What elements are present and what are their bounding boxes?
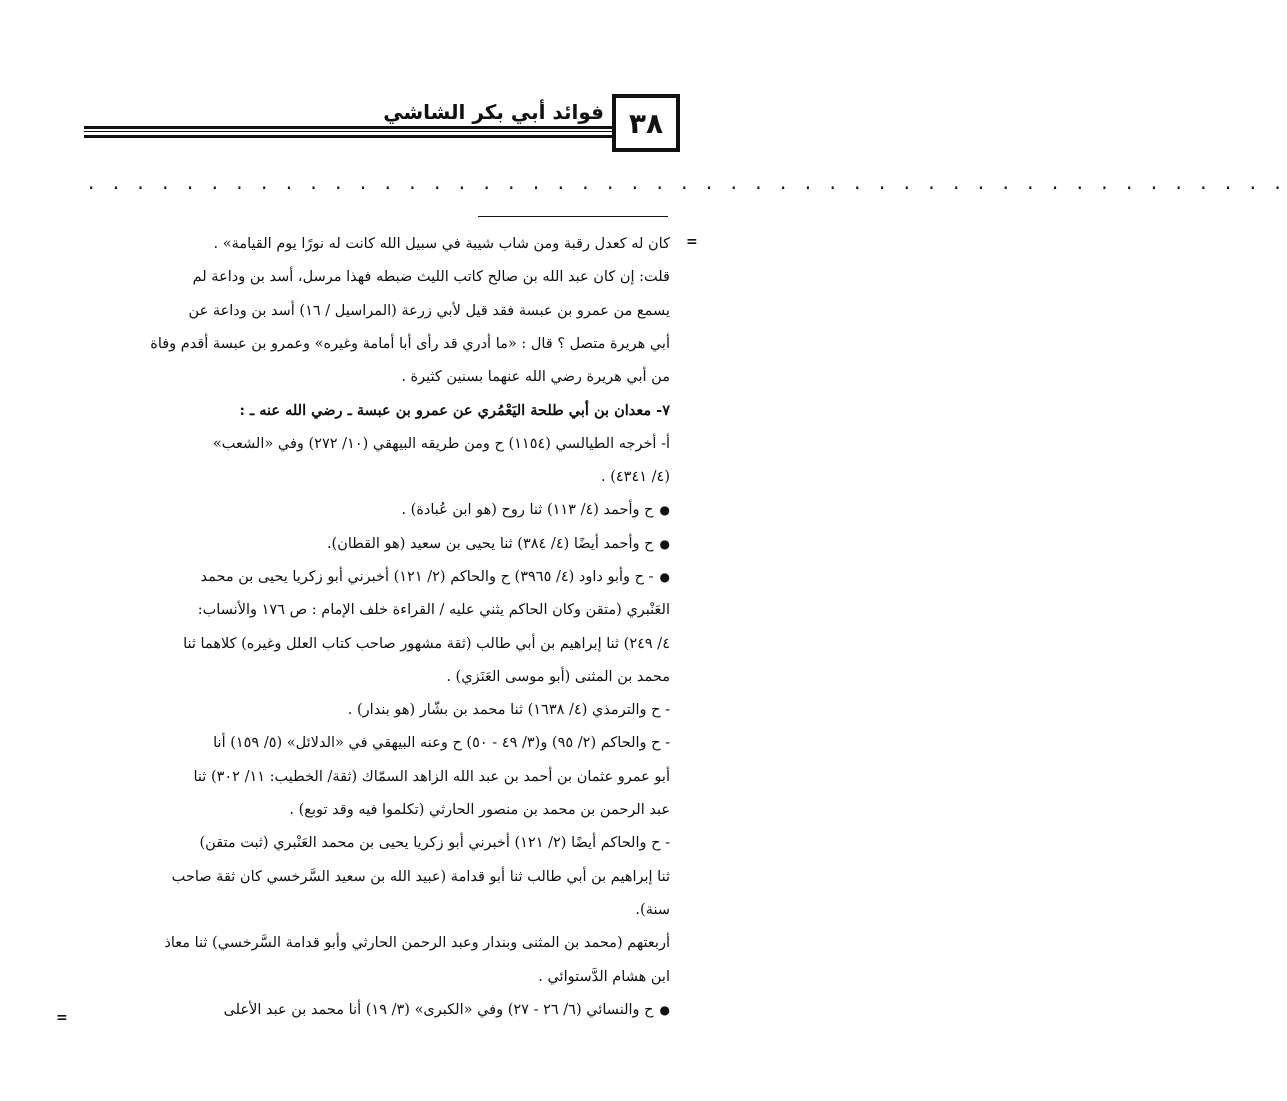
text-line: ثنا إبراهيم بن أبي طالب ثنا أبو قدامة (عبيد الله بن سعيد السَّرخسي كان ثقة صاحب <box>171 868 670 885</box>
text-line: العَنْبري (متقن وكان الحاكم يثني عليه / القراءة خلف الإمام : ص ١٧٦ والأنساب: <box>197 602 670 619</box>
continuation-rule <box>478 216 668 217</box>
text-line: سنة). <box>635 901 670 918</box>
page-number: ٣٨ <box>612 94 680 152</box>
text-line: أ- أخرجه الطيالسي (١١٥٤) ح ومن طريقه البيهقي (١٠/ ٢٧٢) وفي «الشعب» <box>212 435 670 452</box>
section-heading: ٧- معدان بن أبي طلحة اليَعْمُري عن عمرو بن عبسة ـ رضي الله عنه ـ : <box>239 402 670 420</box>
bullet-line: ● ح وأحمد أيضًا (٤/ ٣٨٤) ثنا يحيى بن سعيد (هو القطان). <box>54 528 670 561</box>
text-line: أربعتهم (محمد بن المثنى وبندار وعبد الرحمن الحارثي وأبو قدامة السَّرخسي) ثنا معاذ <box>164 935 670 952</box>
bullet-line: ● - ح وأبو داود (٤/ ٣٩٦٥) ح والحاكم (٢/ ١٢١) أخبرني أبو زكريا يحيى بن محمد <box>54 561 670 594</box>
text-line: عبد الرحمن بن محمد بن منصور الحارثي (تكلموا فيه وقد توبع) . <box>289 802 670 819</box>
running-title: فوائد أبي بكر الشاشي <box>383 100 604 124</box>
text-line: قلت: إن كان عبد الله بن صالح كاتب الليث ضبطه فهذا مرسل، أسد بن وداعة لم <box>192 269 670 286</box>
dotted-separator: . . . . . . . . . . . . . . . . . . . . . . . . . . . . . . . . . . . . . . . . . . . . . . . . . <box>88 170 1287 194</box>
text-line: من أبي هريرة رضي الله عنهما بسنين كثيرة . <box>401 369 670 386</box>
header-rule-top <box>84 126 612 129</box>
margin-mark-top: = <box>686 234 698 250</box>
header-rule-middle <box>84 131 612 132</box>
text-line: يسمع من عمرو بن عبسة فقد قيل لأبي زرعة (المراسيل / ١٦) أسد بن وداعة عن <box>188 302 670 319</box>
text-line: - ح والترمذي (٤/ ١٦٣٨) ثنا محمد بن بشّار (هو بندار) . <box>347 702 670 719</box>
text-line: - ح والحاكم أيضًا (٢/ ١٢١) أخبرني أبو زكريا يحيى بن محمد العَنْبري (ثبت متقن) <box>199 835 670 852</box>
header-rule-bottom <box>84 135 612 138</box>
bullet-line: ● ح وأحمد (٤/ ١١٣) ثنا روح (هو ابن عُبادة) . <box>54 494 670 527</box>
text-line: - ح والحاكم (٢/ ٩٥) و(٣/ ٤٩ - ٥٠) ح وعنه البيهقي في «الدلائل» (٥/ ١٥٩) أنا <box>213 735 670 752</box>
text-line: ابن هشام الدَّستوائي . <box>538 968 670 985</box>
text-line: (٤/ ٤٣٤١) . <box>600 469 670 486</box>
text-line: محمد بن المثنى (أبو موسى العَنَزي) . <box>446 668 670 685</box>
text-line: أبي هريرة متصل ؟ قال : «ما أدري قد رأى أبا أمامة وغيره» وعمرو بن عبسة أقدم وفاة <box>150 335 670 352</box>
text-line: ٤/ ٢٤٩) ثنا إبراهيم بن أبي طالب (ثقة مشهور صاحب كتاب العلل وغيره) كلاهما ثنا <box>183 635 670 652</box>
text-line: كان له كعدل رقبة ومن شاب شيبة في سبيل الله كانت له نورًا يوم القيامة» . <box>213 236 670 252</box>
margin-mark-bottom: = <box>56 1010 68 1026</box>
bullet-line: ● ح والنسائي (٦/ ٢٦ - ٢٧) وفي «الكبرى» (٣/ ١٩) أنا محمد بن عبد الأعلى <box>54 994 670 1027</box>
body-text <box>54 228 670 1027</box>
text-line: أبو عمرو عثمان بن أحمد بن عبد الله الزاهد السمّاك (ثقة/ الخطيب: ١١/ ٣٠٢) ثنا <box>193 768 670 785</box>
